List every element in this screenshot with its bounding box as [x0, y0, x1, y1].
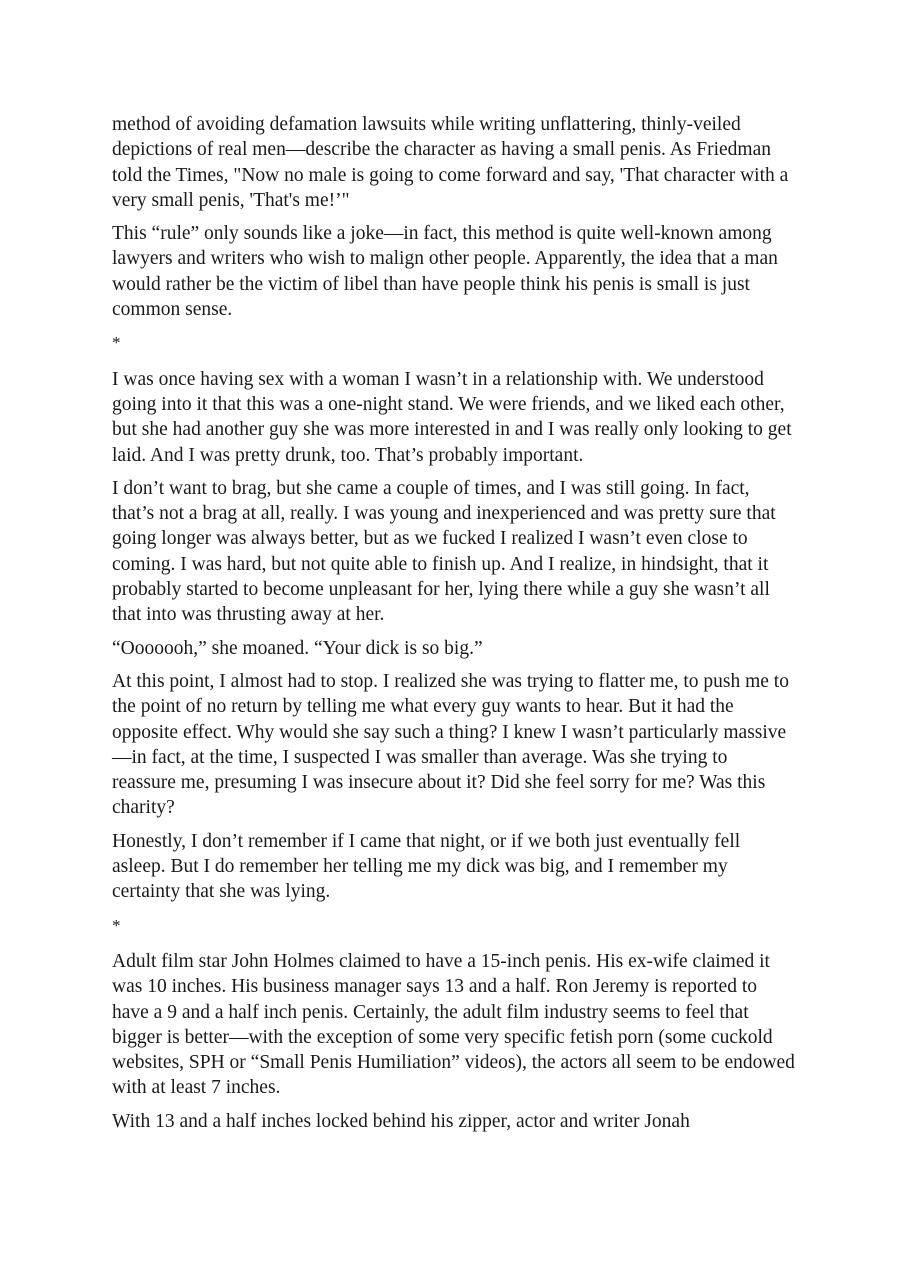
paragraph: Adult film star John Holmes claimed to have a 15-inch penis. His ex-wife claimed it was 10 inches. His business manager says 13 and a half. Ron Jeremy is reported to have a 9 and a half inch penis. Certainly, the adult film industry seems to feel that bigger is better—with the exception of some very specific fetish porn (some cuckold websites, SPH or “Small Penis Humiliation” videos), the actors all seem to be endowed with at least 7 inches.: [112, 950, 795, 1099]
paragraph: I don’t want to brag, but she came a couple of times, and I was still going. In fact, that’s not a brag at all, really. I was young and inexperienced and was pretty sure that going longer was always better, but as we fucked I realized I wasn’t even close to coming. I was hard, but not quite able to finish up. And I realize, in hindsight, that it probably started to become unpleasant for her, lying there while a guy she wasn’t all that into was thrusting away at her.: [112, 477, 776, 626]
paragraph: “Ooooooh,” she moaned. “Your dick is so big.”: [112, 637, 483, 659]
paragraph: I was once having sex with a woman I wasn’t in a relationship with. We understood going into it that this was a one-night stand. We were friends, and we liked each other, but she had another guy she was more interested in and I was really only looking to get laid. And I was pretty drunk, too. That’s probably important.: [112, 368, 792, 466]
paragraph: At this point, I almost had to stop. I realized she was trying to flatter me, to push me to the point of no return by telling me what every guy wants to hear. But it had the opposite effect. Why would she say such a thing? I knew I wasn’t particularly massive—in fact, at the time, I suspected I was smaller than average. Was she trying to reassure me, presuming I was insecure about it? Did she feel sorry for me? Was this charity?: [112, 670, 789, 819]
section-separator: *: [112, 915, 121, 935]
paragraph: method of avoiding defamation lawsuits while writing unflattering, thinly-veiled depictions of real men—describe the character as having a small penis. As Friedman told the Times, "Now no male is going to come forward and say, 'That character with a very small penis, 'That's me!’": [112, 114, 789, 211]
section-separator: *: [112, 333, 121, 353]
document-page: [112, 112, 796, 1142]
paragraph: With 13 and a half inches locked behind his zipper, actor and writer Jonah: [112, 1110, 690, 1132]
paragraph: This “rule” only sounds like a joke—in fact, this method is quite well-known among lawyers and writers who wish to malign other people. Apparently, the idea that a man would rather be the victim of libel than have people think his penis is small is just common sense.: [112, 223, 778, 321]
paragraph: Honestly, I don’t remember if I came that night, or if we both just eventually fell asleep. But I do remember her telling me my dick was big, and I remember my certainty that she was lying.: [112, 830, 741, 903]
